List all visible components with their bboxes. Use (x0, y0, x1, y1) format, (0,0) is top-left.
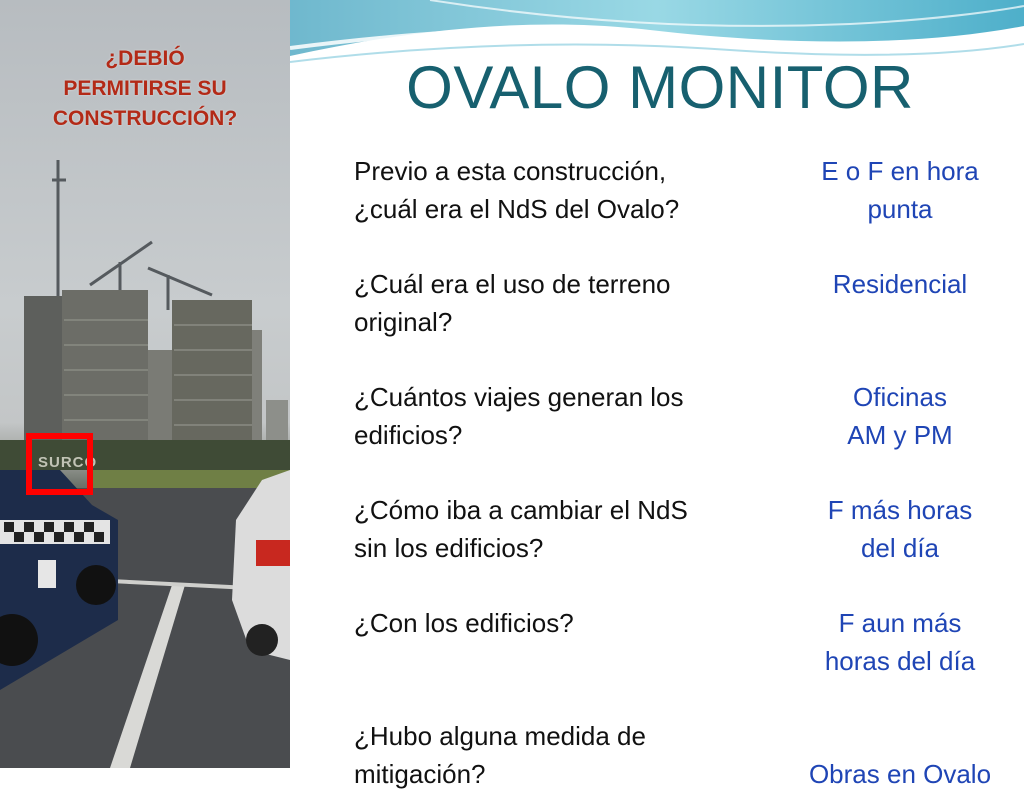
answer-text (790, 604, 1010, 680)
qa-row (354, 152, 1014, 265)
qa-row (354, 717, 1014, 797)
answer-line: F más horas (827, 495, 973, 525)
construction-photo (0, 0, 290, 768)
answer-text (790, 265, 1010, 303)
question-line: ¿cuál era el NdS del Ovalo? (354, 194, 680, 224)
answer-line: del día (860, 533, 940, 563)
answer-text (790, 378, 1010, 454)
question-line: ¿Hubo alguna medida de (354, 721, 646, 751)
answer-line: horas del día (824, 646, 976, 676)
question-text (354, 378, 774, 454)
answer-line: F aun más (838, 608, 962, 638)
highlight-box (26, 433, 93, 495)
question-text (354, 491, 774, 567)
answer-text (790, 491, 1010, 567)
photo-title (0, 44, 290, 134)
answer-line: Obras en Ovalo (808, 759, 992, 789)
answer-line: AM y PM (847, 420, 953, 450)
question-line: sin los edificios? (354, 533, 544, 563)
question-line: ¿Cuántos viajes generan los (354, 382, 684, 412)
qa-row (354, 265, 1014, 378)
qa-list (354, 152, 1014, 797)
surco-sign: SURCO (38, 454, 98, 471)
question-text (354, 604, 774, 642)
question-text (354, 717, 774, 793)
slide-title: OVALO MONITOR (406, 54, 914, 121)
answer-line: Oficinas (853, 382, 947, 412)
question-line: ¿Cómo iba a cambiar el NdS (354, 495, 688, 525)
answer-text (790, 717, 1010, 793)
qa-row (354, 491, 1014, 604)
photo-title-line: PERMITIRSE SU (63, 77, 227, 100)
question-text (354, 265, 774, 341)
photo-title-line: CONSTRUCCIÓN? (52, 107, 238, 130)
answer-line (790, 717, 1010, 755)
question-line: original? (354, 307, 453, 337)
answer-text (790, 152, 1010, 228)
question-line: mitigación? (354, 759, 486, 789)
question-line: ¿Cuál era el uso de terreno (354, 269, 671, 299)
question-text (354, 152, 774, 228)
photo-title-line: ¿DEBIÓ (105, 47, 185, 70)
qa-row (354, 378, 1014, 491)
answer-line: punta (867, 194, 933, 224)
qa-row (354, 604, 1014, 717)
answer-line: Residencial (832, 269, 968, 299)
question-line: ¿Con los edificios? (354, 608, 574, 638)
question-line: Previo a esta construcción, (354, 156, 667, 186)
question-line: edificios? (354, 420, 463, 450)
answer-line: E o F en hora (821, 156, 979, 186)
